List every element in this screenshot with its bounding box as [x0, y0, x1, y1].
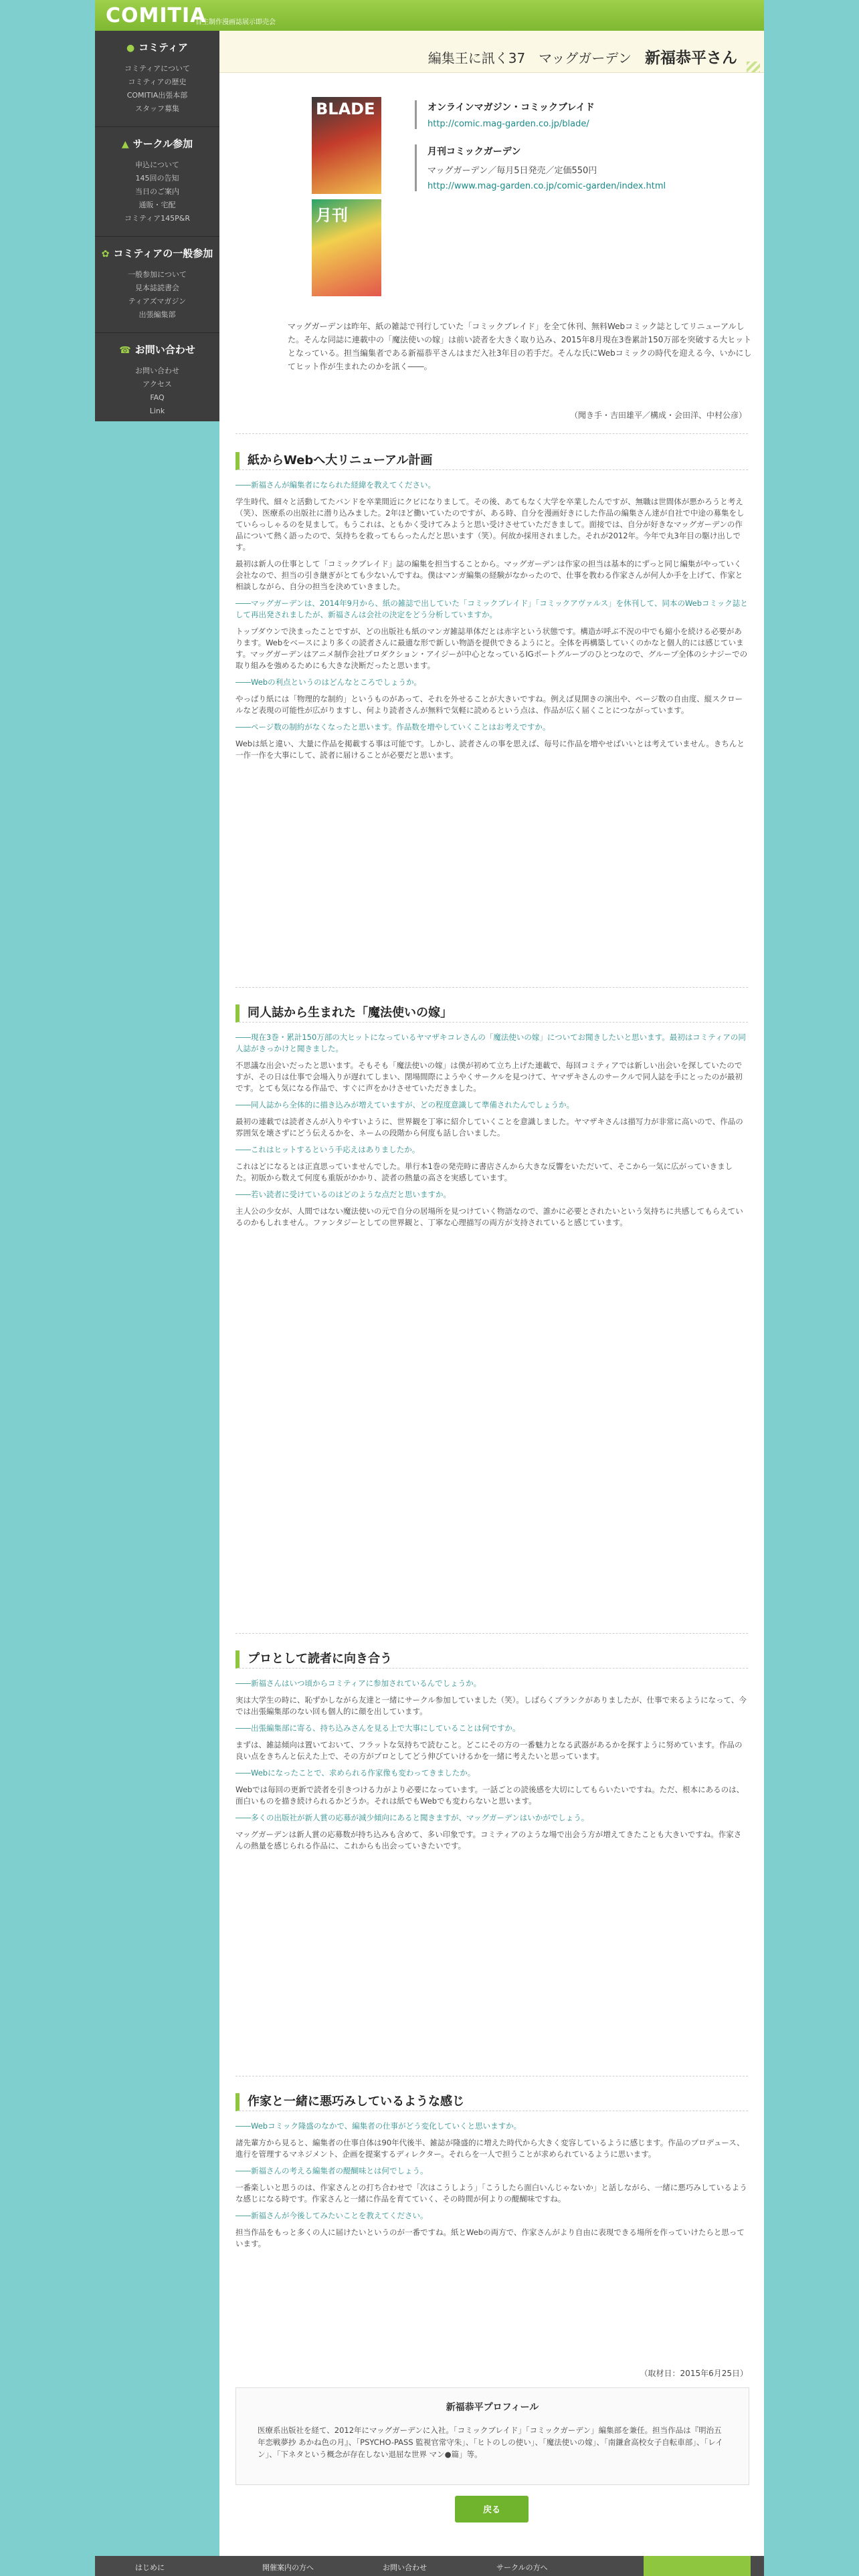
- question: ――若い読者に受けているのはどのような点だと思いますか。: [235, 1190, 451, 1199]
- answer: Webでは毎回の更新で読者を引きつける力がより必要になっています。一話ごとの読後感を大切にしてもらいたいですね。ただ、根本にあるのは、面白いものを描き続けられるかどうか。それは紙でもWebでも変わらないと思います。: [235, 1785, 745, 1806]
- magazine-info: [415, 144, 735, 191]
- sidebar: [95, 31, 219, 421]
- sidebar-item[interactable]: 申込について: [135, 160, 179, 169]
- sidebar-item[interactable]: 当日のご案内: [135, 187, 179, 196]
- divider: [235, 1633, 748, 1634]
- sidebar-item[interactable]: Link: [149, 407, 165, 415]
- question: ――多くの出版社が新人賞の応募が減少傾向にあると聞きますが、マッグガーデンはいかがでしょう。: [235, 1813, 589, 1822]
- section-body: [235, 479, 748, 761]
- title-decoration: [747, 62, 760, 72]
- site-logo[interactable]: COMITIA: [106, 4, 207, 27]
- sidebar-item[interactable]: 145回の告知: [135, 174, 179, 183]
- question: ――マッグガーデンは、2014年9月から、紙の雑誌で出していた「コミックブレイド」「コミックアヴァルス」を休刊して、同本のWebコミック誌として再出発されましたが、新福さんは会社の決定をどう分析していますか。: [235, 599, 748, 619]
- page-title: 編集王に訊く37 マッグガーデン 新福恭平さん: [427, 49, 737, 67]
- magazine-link[interactable]: http://www.mag-garden.co.jp/comic-garden/index.html: [427, 181, 666, 191]
- question: ――新福さんはいつ頃からコミティアに参加されているんでしょうか。: [235, 1679, 482, 1688]
- sidebar-section-general: [95, 237, 219, 333]
- answer: 担当作品をもっと多くの人に届けたいというのが一番ですね。紙とWebの両方で、作家さんがより自由に表現できる場所を作っていけたらと思っています。: [235, 2228, 745, 2248]
- section-body: [235, 2121, 748, 2250]
- answer: 主人公の少女が、人間ではない魔法使いの元で自分の居場所を見つけていく物語なので、誰かに必要とされたいという気持ちに共感してもらえているのかもしれません。ファンタジーとしての世界観と、丁寧な心理描写の両方が支持されていると感じています。: [235, 1206, 743, 1227]
- answer: Webは紙と違い、大量に作品を掲載する事は可能です。しかし、読者さんの事を思えば、毎号に作品を増やせばいいとは考えていません。きちんと一作一作を大事にして、読者に届けることが必要だと思います。: [235, 739, 745, 760]
- footer-link[interactable]: はじめに: [135, 2563, 165, 2572]
- speech-bubble-icon: ●: [126, 43, 135, 53]
- question: ――ページ数の制約がなくなったと思います。作品数を増やしていくことはお考えですか。: [235, 722, 551, 732]
- magazine-link[interactable]: http://comic.mag-garden.co.jp/blade/: [427, 119, 589, 129]
- interview-section: [235, 1004, 748, 1234]
- question: ――現在3巻・累計150万部の大ヒットになっているヤマザキコレさんの「魔法使いの嫁」についてお聞きしたいと思います。最初はコミティアの同人誌がきっかけと聞きました。: [235, 1033, 746, 1053]
- question: ――新福さんの考える編集者の醍醐味とは何でしょう。: [235, 2166, 428, 2175]
- answer: マッグガーデンは新人賞の応募数が持ち込みも含めて、多い印象です。コミティアのような場で出会う方が増えてきたことも大きいですね。作家さんの熱量を感じられる作品に、これからも出会っていきたいです。: [235, 1830, 742, 1850]
- magazine-meta: マッグガーデン／毎月5日発売／定価550円: [427, 166, 597, 176]
- profile-body: 医療系出版社を経て、2012年にマッグガーデンに入社。「コミックブレイド」「コミックガーデン」編集部を兼任。担当作品は『明治五年恋戦夢抄 あかね色の月』、「PSYCHO-PASS 監視官常守朱」、「ヒトのしの使い」、「魔法使いの嫁」、「南鎌倉高校女子自転車部」、「レイン」、「下ネタという概念が存在しない退屈な世界 マン●篇」等。: [258, 2426, 723, 2459]
- section-heading: プロとして読者に向き合う: [235, 1650, 748, 1669]
- leaf-icon: ✿: [101, 249, 110, 259]
- answer: 実は大学生の時に、恥ずかしながら友達と一緒にサークル参加していました（笑）。しばらくブランクがありましたが、仕事で来るようになって、今では出張編集部のない回も個人的に顔を出しています。: [235, 1695, 747, 1716]
- sidebar-heading: ● コミティア: [126, 41, 189, 53]
- sidebar-item[interactable]: スタッフ募集: [135, 104, 179, 113]
- page-title-bar: [219, 31, 764, 73]
- sidebar-item[interactable]: 見本誌読書会: [135, 284, 179, 292]
- sidebar-item[interactable]: コミティア145P&R: [124, 214, 190, 223]
- answer: これはどになるとは正直思っていませんでした。単行本1巻の発売時に書店さんから大きな反響をいただいて、そこから一気に広がっていきました。初版から数えて何度も重版がかかり、読者の熱量の高さを実感しています。: [235, 1162, 733, 1182]
- section-heading: 同人誌から生まれた「魔法使いの嫁」: [235, 1004, 748, 1023]
- answer: 不思議な出会いだったと思います。そもそも「魔法使いの嫁」は僕が初めて立ち上げた連載で、毎回コミティアでは新しい出会いを探していたのですが、その日は仕事で会場入りが遅れてしまい、閉場間際にようやくサークルを見つけて、ヤマザキさんのサークルで同人誌を手にとったのが最初です。とても気になる作品で、すぐに声をかけさせていただきました。: [235, 1061, 743, 1093]
- answer: やっぱり紙には「物理的な制約」というものがあって、それを外せることが大きいですね。例えば見開きの演出や、ページ数の自由度、縦スクロールなど表現の可能性が広がりますし、何より読者さんが無料で気軽に読めるという点は、作品が広く届くことにつながっています。: [235, 694, 743, 715]
- question: ――Webになったことで、求められる作家像も変わってきましたか。: [235, 1768, 476, 1778]
- question: ――新福さんが編集者になられた経緯を教えてください。: [235, 480, 436, 490]
- sidebar-item[interactable]: COMITIA出張本部: [126, 91, 188, 100]
- footer-decoration: [644, 2556, 751, 2576]
- sidebar-item[interactable]: FAQ: [150, 393, 165, 402]
- sidebar-section-circle: [95, 127, 219, 237]
- magazine-name: 月刊コミックガーデン: [427, 146, 521, 157]
- question: ――これはヒットするという手応えはありましたか。: [235, 1145, 420, 1154]
- sidebar-item[interactable]: お問い合わせ: [135, 366, 179, 375]
- sidebar-heading: ▲ サークル参加: [121, 138, 193, 150]
- section-heading: 紙からWebへ大リニューアル計画: [235, 452, 748, 470]
- interview-section: [235, 2093, 748, 2255]
- question: ――Webコミック隆盛のなかで、編集者の仕事がどう変化していくと思いますか。: [235, 2121, 522, 2131]
- footer-link[interactable]: 開催案内の方へ: [262, 2563, 314, 2572]
- sidebar-item[interactable]: ティアズマガジン: [128, 297, 187, 306]
- divider: [235, 987, 748, 988]
- magazine-name: オンラインマガジン・コミックブレイド: [427, 102, 595, 113]
- answer: 一番楽しいと思うのは、作家さんとの打ち合わせで「次はこうしよう」「こうしたら面白いんじゃないか」と話しながら、一緒に悪巧みしているような感じになる時です。作家さんと一緒に作品を育てていく、その時間が何よりの醍醐味ですね。: [235, 2183, 747, 2204]
- interview-section: [235, 452, 748, 766]
- question: ――Webの利点というのはどんなところでしょうか。: [235, 677, 421, 687]
- footer-link[interactable]: サークルの方へ: [496, 2563, 548, 2572]
- section-body: [235, 1032, 748, 1228]
- lead-text: マッグガーデンは昨年、紙の雑誌で刊行していた「コミックブレイド」を全て休刊、無料Webコミック誌としてリニューアルした。そんな同誌に連載中の「魔法使いの嫁」は前い読者を大きく取り込み、2015年8月現在3巻累計150万部を突破する大ヒットとなっている。担当編集者である新福恭平さんはまだ入社3年目の若手だ。そんな氏にWebコミックの時代を迎える今、いかにしてヒット作が生まれたのかを訊く――。: [288, 322, 752, 371]
- answer: 諸先輩方から見ると、編集者の仕事自体は90年代後半、雑誌が隆盛的に増えた時代から大きく変容しているように感じます。作品のプロデュース、進行を管理するマネジメント、企画を提案するディレクター。それらを一人で担うことが求められているように思います。: [235, 2138, 745, 2159]
- site-tagline: 自主制作漫画誌展示即売会: [195, 19, 276, 26]
- answer: まずは、雑誌傾向は置いておいて、フラットな気持ちで読むこと。どこにその方の一番魅力となる武器があるかを探すように努めています。作品の良い点をきちんと伝えた上で、その方がプロとしてどう伸びていけるかを一緒に考えたいと思っています。: [235, 1740, 743, 1761]
- credit-text: （聞き手・吉田雄平／構成・会田洋、中村公彦）: [569, 411, 747, 420]
- question: ――出張編集部に寄る、持ち込みさんを見る上で大事にしていることは何ですか。: [235, 1723, 520, 1733]
- sidebar-section-contact: [95, 333, 219, 429]
- interview-date: （取材日：2015年6月25日）: [640, 2369, 748, 2378]
- sidebar-section-comitia: [95, 31, 219, 127]
- sidebar-item[interactable]: アクセス: [142, 380, 172, 389]
- answer: トップダウンで決まったことですが、どの出版社も紙のマンガ雑誌単体だとは赤字という状態です。構造が呼ぶ不況の中でも縮小を続ける必要があります。Webをベースにより多くの読者さんに最適な形で新しい物語を提供できるようにと。全体を再構築していくのかなと個人的には感じています。マッグガーデンはアニメ制作会社プロダクション・アイジーが中心となっているIGポートグループのひとつなので、グループ全体のシナジーでの取り組みを強めるためにも大きな決断だったと思います。: [235, 627, 748, 670]
- sidebar-heading: ☎ お問い合わせ: [119, 344, 195, 356]
- phone-icon: ☎: [119, 345, 131, 356]
- header-bar: [95, 0, 764, 31]
- answer: 最初の連載では読者さんが入りやすいように、世界観を丁寧に紹介していくことを意識しました。ヤマザキさんは描写力が非常に高いので、作品の雰囲気を壊さずにどう伝えるかを、ネームの段階から何度も話し合いました。: [235, 1117, 743, 1138]
- sidebar-heading: ✿ コミティアの一般参加: [101, 247, 213, 259]
- person-icon: ▲: [121, 139, 129, 150]
- interview-section: [235, 1650, 748, 1857]
- sidebar-item[interactable]: コミティアについて: [124, 64, 190, 73]
- magazine-cover-garden: 月刊: [312, 199, 381, 296]
- sidebar-item[interactable]: コミティアの歴史: [128, 78, 187, 86]
- answer: 学生時代、細々と活動してたバンドを卒業間近にクビになりまして。その後、あてもなく大学を卒業したんですが、無職は世間体が悪かろうと考え（笑）、医療系の出版社に潜り込みました。2年ほど働いていたのですが、ある時、自分を漫画好きにした作品の編集さん達が自社で中途の募集をしていらっしゃるのを見まして。もうこれは、ともかく受けてみようと思い受けさせていただきまして。面接では、自分が好きなマッグガーデンの作品について熱く語ったので、気持ちを救ってもらったんだと思います（笑）。何故か採用されました。それが2012年。今年で丸3年目の駆け出しです。: [235, 497, 745, 552]
- profile-title: 新福恭平プロフィール: [446, 2402, 539, 2413]
- footer-bar: [95, 2556, 764, 2576]
- sidebar-item[interactable]: 出張編集部: [138, 310, 176, 319]
- footer-link[interactable]: お問い合わせ: [383, 2563, 427, 2572]
- profile-box: [235, 2387, 749, 2485]
- magazine-info: [415, 100, 735, 129]
- question: ――同人誌から全体的に描き込みが増えていますが、どの程度意識して準備されたんでしょうか。: [235, 1100, 574, 1109]
- section-heading: 作家と一緒に悪巧みしているような感じ: [235, 2093, 748, 2111]
- section-body: [235, 1678, 748, 1852]
- magazine-cover-blade: BLADE: [312, 97, 381, 194]
- question: ――新福さんが今後してみたいことを教えてください。: [235, 2211, 428, 2220]
- answer: 最初は新人の仕事として「コミックブレイド」誌の編集を担当することから。マッグガーデンは作家の担当は基本的にずっと同じ編集がやっていく会社なので、担当の引き継ぎがとても少ないんですね。僕はマンガ編集の経験がなかったので、仕事を教わる作家さんが何人か手を上げて、作家と相談しながら、自分の担当を決めていきました。: [235, 559, 743, 591]
- sidebar-item[interactable]: 通販・宅配: [138, 201, 176, 209]
- divider: [235, 433, 748, 434]
- back-button[interactable]: 戻る: [455, 2496, 529, 2523]
- sidebar-item[interactable]: 一般参加について: [128, 270, 187, 279]
